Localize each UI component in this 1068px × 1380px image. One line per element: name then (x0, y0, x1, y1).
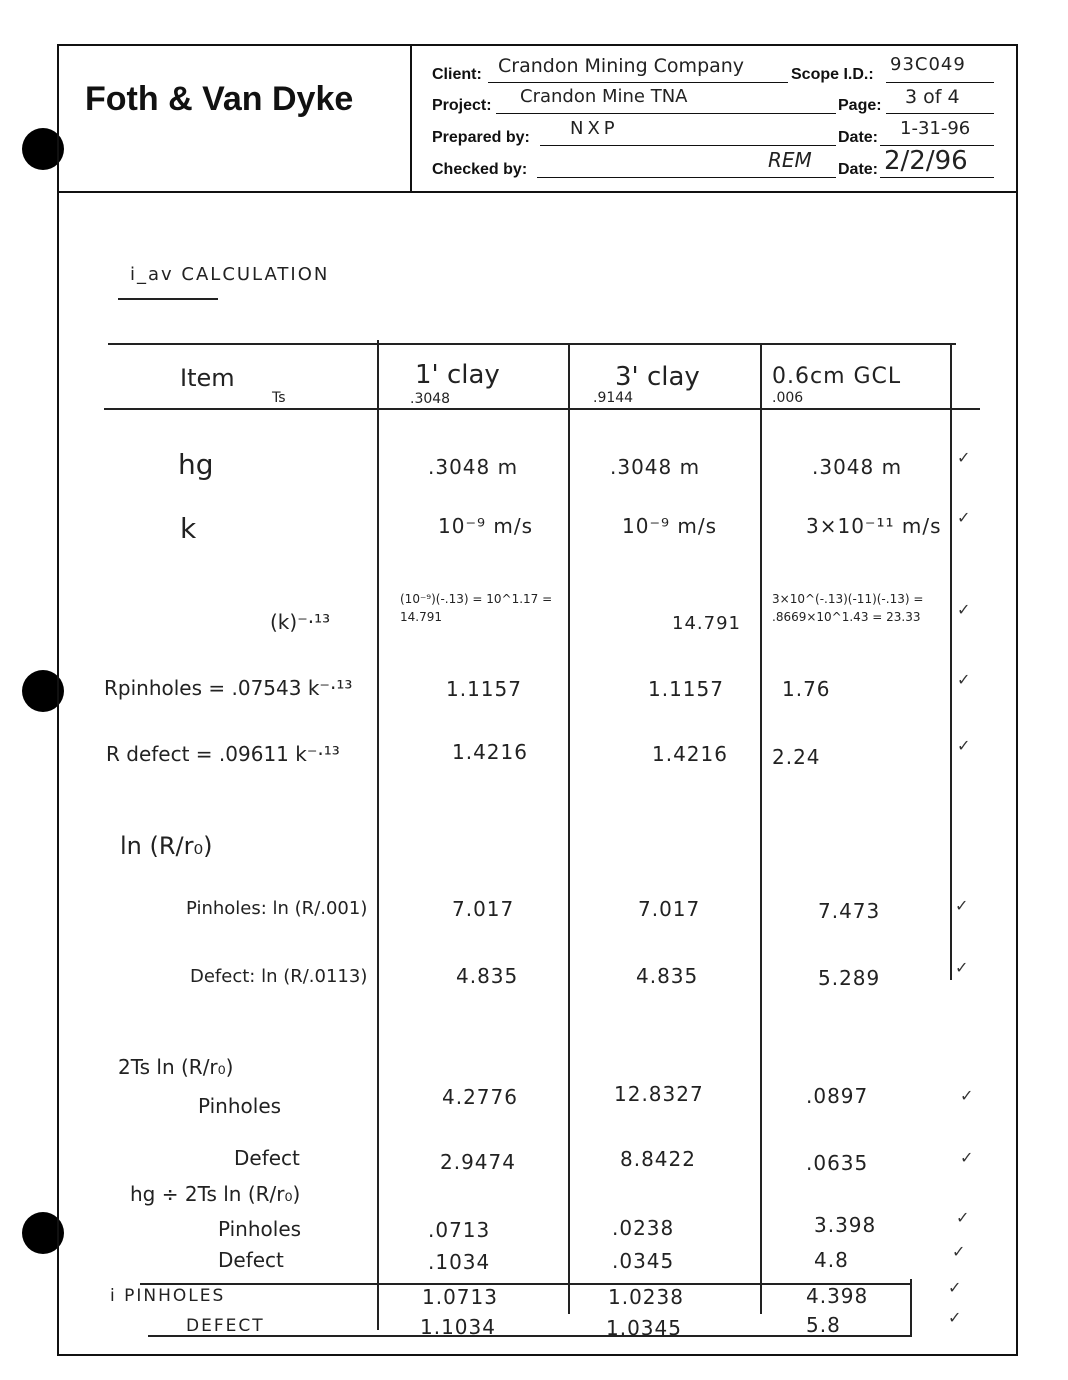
row-item-i-defect: DEFECT (186, 1316, 265, 1336)
row-hg-1ft: .3048 m (428, 455, 519, 479)
table-col-divider-4 (950, 344, 952, 980)
row-item-ln-pinholes: Pinholes: ln (R/.001) (186, 898, 368, 919)
row-k-gcl: 3×10⁻¹¹ m/s (806, 514, 942, 538)
row-item-2ts-pinholes: Pinholes (198, 1094, 282, 1118)
row-rdefect-3ft: 1.4216 (652, 742, 728, 766)
title-underline (118, 298, 218, 300)
client-label: Client: (432, 66, 482, 83)
row-2ts-defect-gcl: .0635 (806, 1151, 869, 1175)
row-2ts-defect-check: ✓ (960, 1148, 974, 1167)
page-frame (57, 44, 1018, 1356)
row-item-ratio-defect: Defect (218, 1248, 284, 1272)
row-item-2ts-defect: Defect (234, 1146, 300, 1170)
row-ratio-defect-check: ✓ (952, 1242, 966, 1261)
table-col-divider-3 (760, 344, 762, 1314)
row-2ts-defect-3ft: 8.8422 (620, 1147, 696, 1171)
row-i-defect-gcl: 5.8 (806, 1313, 841, 1337)
row-rdefect-gcl: 2.24 (772, 745, 821, 769)
table-col-divider-2 (568, 344, 570, 1314)
row-kpow-1ft: (10⁻⁹)(-.13) = 10^1.17 = 14.791 (400, 592, 553, 624)
row-i-defect-check: ✓ (948, 1308, 962, 1327)
table-col-divider-1 (377, 340, 379, 1330)
row-item-k: k (180, 512, 197, 545)
date2-label: Date: (838, 161, 879, 178)
row-rdefect-1ft: 1.4216 (452, 740, 528, 764)
row-i-pinholes-1ft: 1.0713 (422, 1285, 498, 1309)
checked-line (537, 177, 836, 178)
row-item-ratio-pinholes: Pinholes (218, 1217, 302, 1241)
row-hg-gcl: .3048 m (812, 455, 903, 479)
row-ratio-pinholes-gcl: 3.398 (814, 1213, 877, 1237)
row-i-pinholes-check: ✓ (948, 1278, 962, 1297)
row-ratio-pinholes-1ft: .0713 (428, 1218, 491, 1242)
project-value: Crandon Mine TNA (520, 86, 688, 107)
row-ln-pinholes-1ft: 7.017 (452, 897, 515, 921)
row-2ts-pinholes-1ft: 4.2776 (442, 1085, 518, 1109)
row-item-hg: hg (178, 448, 214, 481)
project-line (496, 113, 836, 114)
page-title: i_av CALCULATION (130, 264, 330, 285)
row-ln-pinholes-gcl: 7.473 (818, 899, 881, 923)
row-ln-pinholes-check: ✓ (955, 896, 969, 915)
row-k-check: ✓ (957, 508, 971, 527)
date1-value: 1-31-96 (900, 118, 971, 139)
col-header-gcl: 0.6cm GCL (772, 364, 902, 389)
row-ratio-defect-gcl: 4.8 (814, 1248, 849, 1272)
row-2ts-pinholes-check: ✓ (960, 1086, 974, 1105)
row-item-rdefect: R defect = .09611 k⁻·¹³ (106, 742, 340, 766)
row-item-2ts-heading: 2Ts ln (R/r₀) (118, 1055, 234, 1079)
row-item-k-pow: (k)⁻·¹³ (270, 610, 331, 634)
row-ratio-pinholes-3ft: .0238 (612, 1216, 675, 1240)
row-item-i-pinholes: i PINHOLES (110, 1286, 226, 1306)
row-kpow-gcl: 3×10^(-.13)(-11)(-.13) = .8669×10^1.43 = 23.33 (772, 592, 924, 624)
row-rpinholes-check: ✓ (957, 670, 971, 689)
header-divider (57, 191, 1018, 193)
row-hg-3ft: .3048 m (610, 455, 701, 479)
row-2ts-pinholes-gcl: .0897 (806, 1084, 869, 1108)
company-name: Foth & Van Dyke (85, 80, 354, 118)
scope-line (886, 82, 994, 83)
row-ln-defect-check: ✓ (955, 958, 969, 977)
row-item-ratio-heading: hg ÷ 2Ts ln (R/r₀) (130, 1182, 301, 1206)
col-sub-item: Ts (272, 390, 286, 406)
table-top-rule (108, 343, 956, 345)
client-value: Crandon Mining Company (498, 55, 745, 77)
page-label: Page: (838, 97, 882, 114)
date1-label: Date: (838, 129, 879, 146)
row-2ts-defect-1ft: 2.9474 (440, 1150, 516, 1174)
row-rpinholes-3ft: 1.1157 (648, 677, 724, 701)
project-label: Project: (432, 97, 492, 114)
date2-line (880, 177, 994, 178)
scope-value: 93C049 (890, 54, 966, 75)
row-ratio-defect-1ft: .1034 (428, 1250, 491, 1274)
col-sub-gcl: .006 (772, 390, 804, 406)
row-rpinholes-1ft: 1.1157 (446, 677, 522, 701)
row-k-3ft: 10⁻⁹ m/s (622, 514, 718, 538)
row-hg-check: ✓ (957, 448, 971, 467)
col-header-item: Item (180, 364, 235, 392)
row-k-1ft: 10⁻⁹ m/s (438, 514, 534, 538)
prepared-line (540, 145, 836, 146)
row-rpinholes-gcl: 1.76 (782, 677, 831, 701)
row-item-ln-defect: Defect: ln (R/.0113) (190, 966, 368, 987)
date2-value: 2/2/96 (884, 146, 968, 176)
prepared-label: Prepared by: (432, 129, 530, 146)
checked-value: REM (768, 148, 812, 172)
col-header-1ft-clay: 1' clay (415, 360, 500, 390)
row-item-ln-heading: ln (R/r₀) (120, 832, 213, 860)
row-ln-defect-1ft: 4.835 (456, 964, 519, 988)
row-ratio-defect-3ft: .0345 (612, 1249, 675, 1273)
row-ln-defect-gcl: 5.289 (818, 966, 881, 990)
col-header-3ft-clay: 3' clay (615, 362, 700, 392)
page-value: 3 of 4 (905, 86, 960, 108)
col-sub-3ft-clay: .9144 (593, 390, 634, 406)
totals-top-rule (140, 1283, 912, 1285)
totals-right-rule (910, 1279, 912, 1337)
row-kpow-check: ✓ (957, 600, 971, 619)
page-line (886, 113, 994, 114)
checked-label: Checked by: (432, 161, 528, 178)
row-i-defect-1ft: 1.1034 (420, 1315, 496, 1339)
row-i-pinholes-gcl: 4.398 (806, 1284, 869, 1308)
row-item-rpinholes: Rpinholes = .07543 k⁻·¹³ (104, 676, 353, 700)
table-header-rule (104, 408, 980, 410)
row-i-defect-3ft: 1.0345 (606, 1316, 682, 1340)
row-rdefect-check: ✓ (957, 736, 971, 755)
row-ratio-pinholes-check: ✓ (956, 1208, 970, 1227)
prepared-value: NXP (570, 118, 619, 139)
row-2ts-pinholes-3ft: 12.8327 (614, 1082, 704, 1106)
col-sub-1ft-clay: .3048 (410, 391, 451, 407)
scope-label: Scope I.D.: (791, 66, 874, 83)
client-line (488, 82, 788, 83)
row-kpow-3ft: 14.791 (672, 613, 741, 634)
row-i-pinholes-3ft: 1.0238 (608, 1285, 684, 1309)
header-vertical-divider (410, 44, 412, 193)
row-ln-pinholes-3ft: 7.017 (638, 897, 701, 921)
row-ln-defect-3ft: 4.835 (636, 964, 699, 988)
